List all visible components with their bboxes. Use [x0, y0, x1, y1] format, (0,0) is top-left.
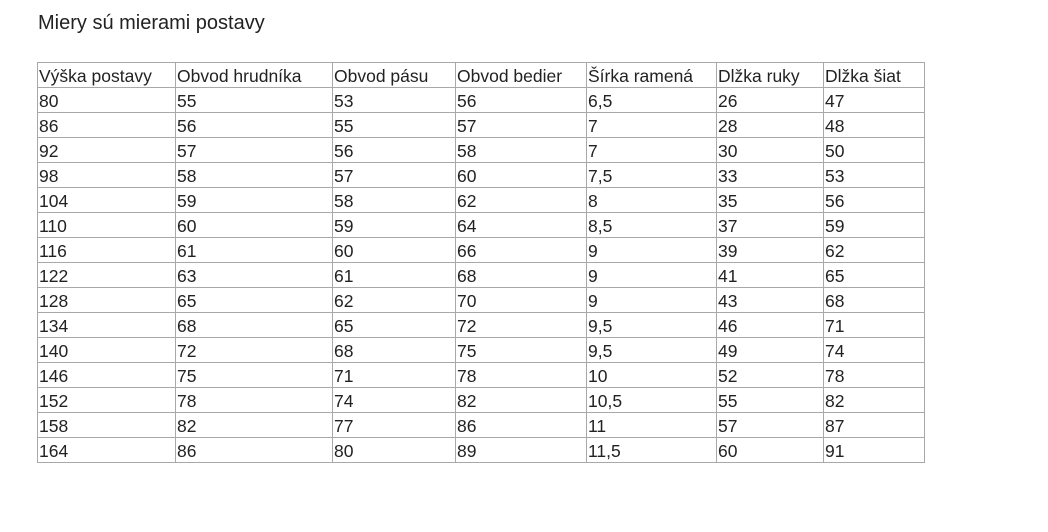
- table-cell: 158: [38, 413, 176, 438]
- table-cell: 59: [176, 188, 333, 213]
- table-row: [38, 363, 925, 388]
- table-cell: 58: [333, 188, 456, 213]
- table-cell: 9: [587, 238, 717, 263]
- table-cell: 7: [587, 138, 717, 163]
- table-row: [38, 88, 925, 113]
- table-cell: 58: [456, 138, 587, 163]
- table-cell: 48: [824, 113, 925, 138]
- table-cell: 64: [456, 213, 587, 238]
- header-cell: Výška postavy: [38, 63, 176, 88]
- table-cell: 62: [333, 288, 456, 313]
- table-cell: 58: [176, 163, 333, 188]
- table-cell: 28: [717, 113, 824, 138]
- table-row: [38, 188, 925, 213]
- table-cell: 87: [824, 413, 925, 438]
- table-cell: 30: [717, 138, 824, 163]
- table-cell: 82: [176, 413, 333, 438]
- table-cell: 146: [38, 363, 176, 388]
- table-cell: 104: [38, 188, 176, 213]
- table-cell: 56: [333, 138, 456, 163]
- table-cell: 63: [176, 263, 333, 288]
- table-cell: 77: [333, 413, 456, 438]
- table-cell: 49: [717, 338, 824, 363]
- table-cell: 122: [38, 263, 176, 288]
- table-cell: 82: [824, 388, 925, 413]
- table-cell: 68: [824, 288, 925, 313]
- table-cell: 60: [717, 438, 824, 463]
- table-cell: 66: [456, 238, 587, 263]
- table-cell: 70: [456, 288, 587, 313]
- table-cell: 57: [717, 413, 824, 438]
- table-cell: 78: [456, 363, 587, 388]
- table-cell: 61: [333, 263, 456, 288]
- table-row: [38, 213, 925, 238]
- table-cell: 80: [333, 438, 456, 463]
- table-cell: 86: [38, 113, 176, 138]
- table-cell: 86: [456, 413, 587, 438]
- table-row: [38, 263, 925, 288]
- table-cell: 10,5: [587, 388, 717, 413]
- table-row: [38, 313, 925, 338]
- header-cell: Šírka ramená: [587, 63, 717, 88]
- table-row: [38, 388, 925, 413]
- table-cell: 134: [38, 313, 176, 338]
- table-cell: 57: [176, 138, 333, 163]
- table-cell: 80: [38, 88, 176, 113]
- table-cell: 35: [717, 188, 824, 213]
- table-cell: 59: [333, 213, 456, 238]
- table-cell: 55: [176, 88, 333, 113]
- table-cell: 53: [333, 88, 456, 113]
- table-cell: 72: [176, 338, 333, 363]
- table-cell: 68: [333, 338, 456, 363]
- table-cell: 68: [176, 313, 333, 338]
- table-cell: 11,5: [587, 438, 717, 463]
- header-cell: Dlžka ruky: [717, 63, 824, 88]
- table-cell: 33: [717, 163, 824, 188]
- table-cell: 89: [456, 438, 587, 463]
- table-cell: 41: [717, 263, 824, 288]
- table-cell: 52: [717, 363, 824, 388]
- table-cell: 9,5: [587, 313, 717, 338]
- table-cell: 47: [824, 88, 925, 113]
- size-table: [37, 62, 925, 463]
- table-cell: 68: [456, 263, 587, 288]
- table-header-row: [38, 63, 925, 88]
- table-cell: 62: [824, 238, 925, 263]
- table-row: [38, 438, 925, 463]
- table-row: [38, 138, 925, 163]
- table-cell: 110: [38, 213, 176, 238]
- table-row: [38, 238, 925, 263]
- table-cell: 11: [587, 413, 717, 438]
- table-cell: 92: [38, 138, 176, 163]
- table-cell: 9: [587, 263, 717, 288]
- table-cell: 56: [176, 113, 333, 138]
- table-cell: 62: [456, 188, 587, 213]
- table-cell: 116: [38, 238, 176, 263]
- table-body: [38, 88, 925, 463]
- table-cell: 60: [333, 238, 456, 263]
- table-cell: 46: [717, 313, 824, 338]
- table-cell: 91: [824, 438, 925, 463]
- table-cell: 128: [38, 288, 176, 313]
- table-row: [38, 163, 925, 188]
- table-cell: 57: [456, 113, 587, 138]
- page-title: Miery sú mierami postavy: [38, 12, 265, 34]
- table-cell: 55: [333, 113, 456, 138]
- table-cell: 9: [587, 288, 717, 313]
- table-cell: 152: [38, 388, 176, 413]
- table-cell: 53: [824, 163, 925, 188]
- table-cell: 65: [333, 313, 456, 338]
- table-cell: 75: [176, 363, 333, 388]
- table-cell: 74: [333, 388, 456, 413]
- table-cell: 140: [38, 338, 176, 363]
- table-cell: 60: [456, 163, 587, 188]
- header-cell: Dlžka šiat: [824, 63, 925, 88]
- table-cell: 71: [824, 313, 925, 338]
- table-cell: 56: [456, 88, 587, 113]
- table-cell: 8,5: [587, 213, 717, 238]
- table-cell: 86: [176, 438, 333, 463]
- table-cell: 43: [717, 288, 824, 313]
- table-cell: 10: [587, 363, 717, 388]
- table-cell: 50: [824, 138, 925, 163]
- table-row: [38, 413, 925, 438]
- header-cell: Obvod pásu: [333, 63, 456, 88]
- table-cell: 65: [824, 263, 925, 288]
- table-cell: 82: [456, 388, 587, 413]
- table-cell: 98: [38, 163, 176, 188]
- table-cell: 71: [333, 363, 456, 388]
- table-cell: 60: [176, 213, 333, 238]
- table-cell: 9,5: [587, 338, 717, 363]
- table-cell: 78: [176, 388, 333, 413]
- table-row: [38, 113, 925, 138]
- table-cell: 7,5: [587, 163, 717, 188]
- table-row: [38, 338, 925, 363]
- table-cell: 164: [38, 438, 176, 463]
- table-cell: 8: [587, 188, 717, 213]
- table-cell: 78: [824, 363, 925, 388]
- table-cell: 72: [456, 313, 587, 338]
- table-row: [38, 288, 925, 313]
- table-cell: 26: [717, 88, 824, 113]
- table-cell: 39: [717, 238, 824, 263]
- table-cell: 7: [587, 113, 717, 138]
- table-cell: 65: [176, 288, 333, 313]
- table-cell: 75: [456, 338, 587, 363]
- table-cell: 55: [717, 388, 824, 413]
- table-cell: 6,5: [587, 88, 717, 113]
- header-cell: Obvod hrudníka: [176, 63, 333, 88]
- table-cell: 37: [717, 213, 824, 238]
- table-cell: 57: [333, 163, 456, 188]
- header-cell: Obvod bedier: [456, 63, 587, 88]
- table-cell: 59: [824, 213, 925, 238]
- table-cell: 56: [824, 188, 925, 213]
- table-cell: 74: [824, 338, 925, 363]
- table-cell: 61: [176, 238, 333, 263]
